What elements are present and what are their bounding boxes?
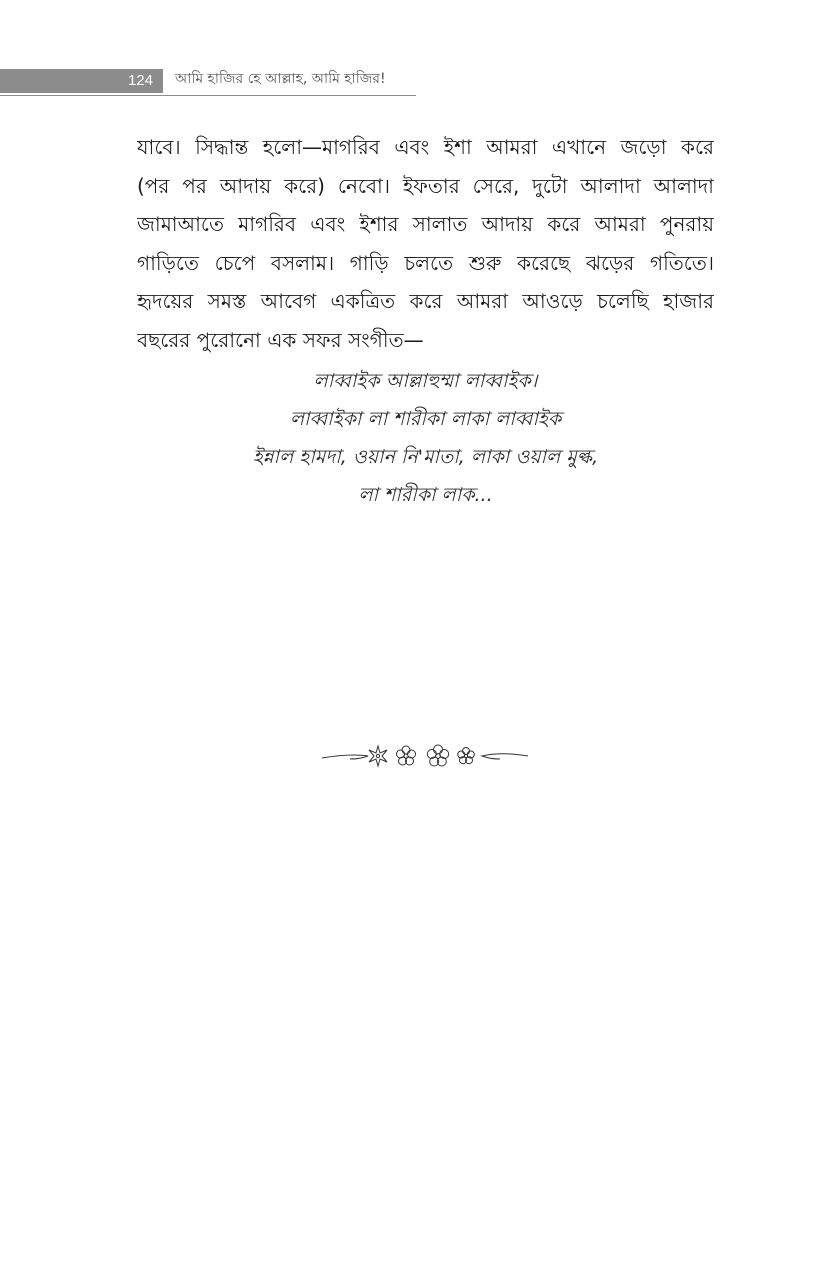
body-line: বছরের পুরোনো এক সফর সংগীত— bbox=[137, 327, 424, 352]
body-line: জামাআতে মাগরিব এবং ইশার সালাত আদায় করে আমরা পুনরায় bbox=[137, 212, 714, 236]
page-number-tab bbox=[0, 69, 163, 93]
verse-line: লা শারীকা লাক... bbox=[358, 484, 493, 506]
header-rule bbox=[0, 95, 416, 96]
running-title: আমি হাজির হে আল্লাহ, আমি হাজির! bbox=[175, 71, 386, 87]
verse-line: লাব্বাইকা লা শারীকা লাকা লাব্বাইক bbox=[289, 408, 562, 430]
verse-line: ইন্নাল হামদা, ওয়ান নি'মাতা, লাকা ওয়াল মুল্ক, bbox=[252, 446, 599, 468]
running-header bbox=[0, 67, 416, 97]
body-line: হৃদয়ের সমস্ত আবেগ একত্রিত করে আমরা আওড়ে চলেছি হাজার bbox=[137, 289, 714, 313]
verse-line: লাব্বাইক আল্লাহুম্মা লাব্বাইক। bbox=[313, 370, 538, 392]
body-line: গাড়িতে চেপে বসলাম। গাড়ি চলতে শুরু করেছে ঝড়ের গতিতে। bbox=[137, 250, 714, 275]
talbiyah-verse bbox=[137, 362, 714, 514]
floral-divider-icon bbox=[320, 738, 530, 774]
body-line: যাবে। সিদ্ধান্ত হলো—মাগরিব এবং ইশা আমরা এখানে জড়ো করে bbox=[137, 135, 714, 159]
body-line: (পর পর আদায় করে) নেবো। ইফতার সেরে, দুটো আলাদা আলাদা bbox=[137, 173, 714, 198]
body-paragraph bbox=[137, 128, 714, 359]
page-number: 124 bbox=[127, 72, 153, 89]
